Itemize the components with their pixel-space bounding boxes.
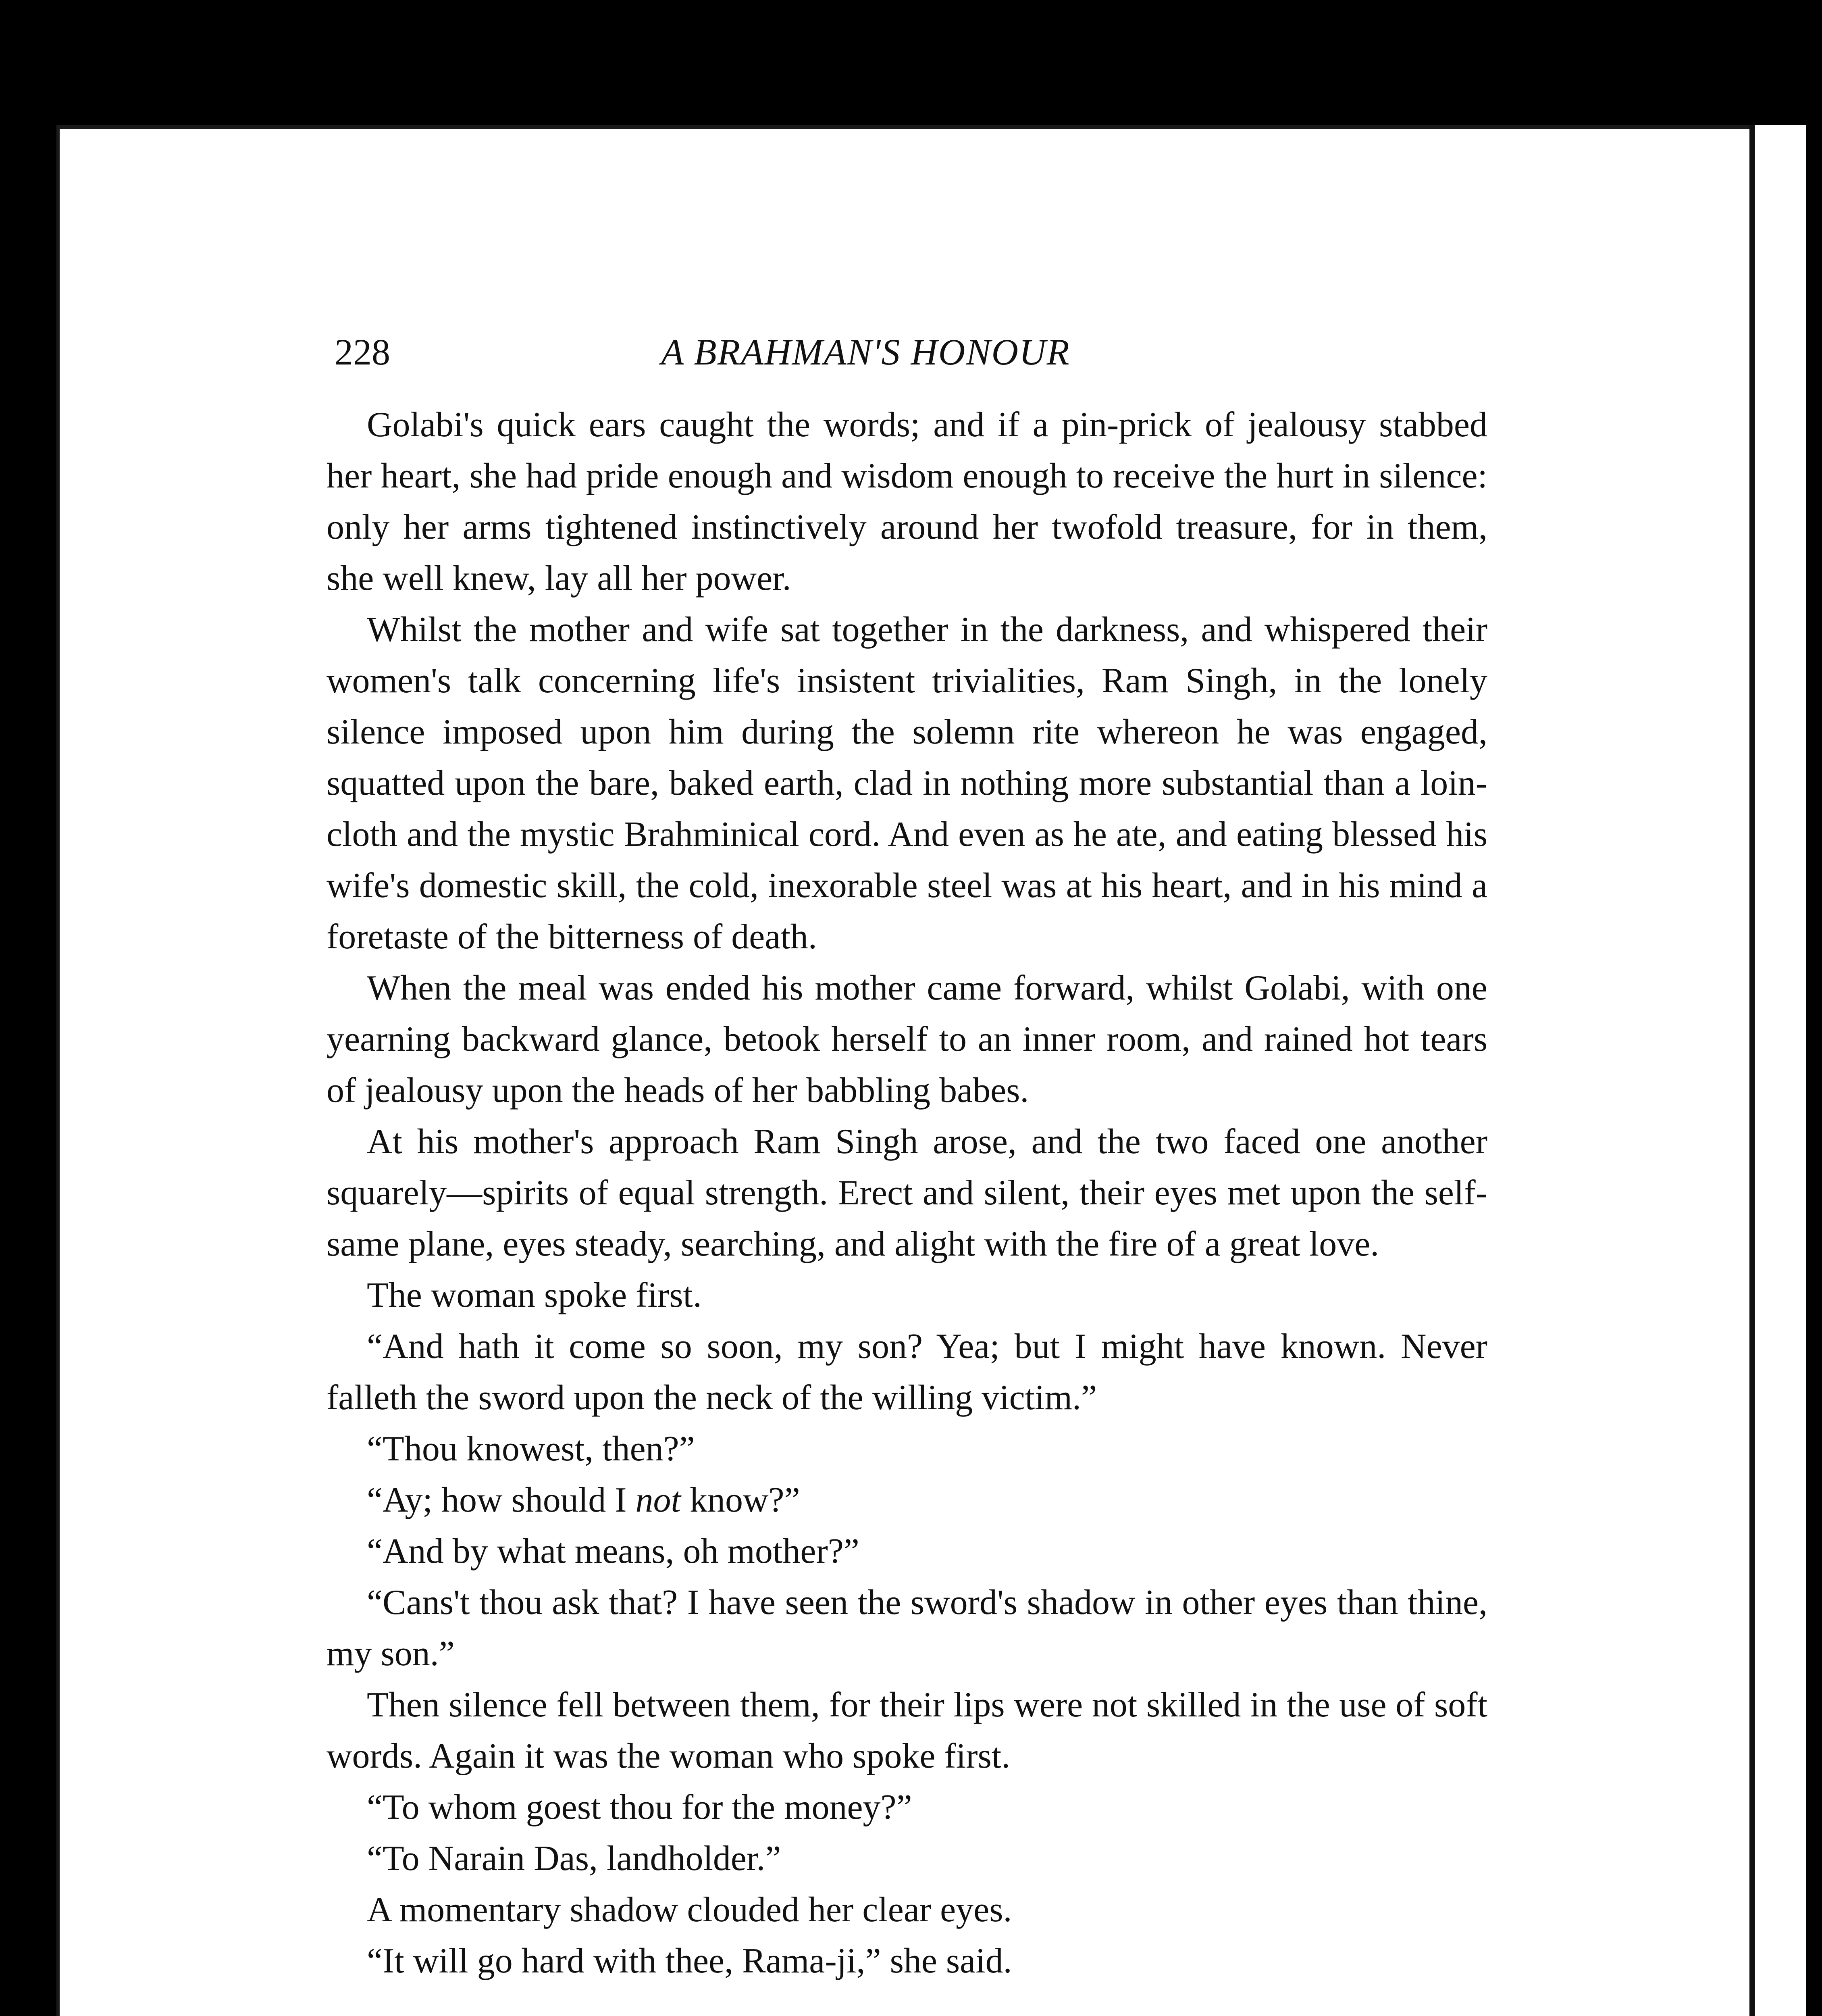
paragraph: “And by what means, oh mother?” [367, 1532, 859, 1571]
paragraph: “It will go hard with thee, Rama-ji,” she said. [367, 1941, 1012, 1981]
body-text [327, 399, 1487, 1987]
paragraph: A momentary shadow clouded her clear eyes. [367, 1890, 1012, 1929]
emphasized-word: not [635, 1481, 681, 1520]
paragraph: “To Narain Das, landholder.” [367, 1839, 781, 1878]
paragraph: At his mother's approach Ram Singh arose, and the two faced one another squarely—spirits of equal strength. Erect and silent, their eyes met upon the self-same plane, eyes steady, searching, and alight with the fire of a great love. [327, 1122, 1487, 1264]
page-header [335, 331, 1165, 375]
paragraph: “To whom goest thou for the money?” [367, 1788, 912, 1827]
paragraph: Whilst the mother and wife sat together in the darkness, and whispered their women's talk concerning life's insistent trivialities, Ram Singh, in the lonely silence imposed upon him during the solemn rite whereon he was engaged, squatted upon the bare, baked earth, clad in nothing more substantial than a loin-cloth and the mystic Brahminical cord. And even as he ate, and eating blessed his wife's domestic skill, the cold, inexorable steel was at his heart, and in his mind a foretaste of the bitterness of death. [327, 610, 1487, 956]
paragraph: When the meal was ended his mother came forward, whilst Golabi, with one yearning backward glance, betook herself to an inner room, and rained hot tears of jealousy upon the heads of her babbling babes. [327, 968, 1487, 1110]
running-title: A BRAHMAN'S HONOUR [661, 331, 1070, 373]
paragraph: Golabi's quick ears caught the words; and if a pin-prick of jealousy stabbed her heart, she had pride enough and wisdom enough to receive the hurt in silence: only her arms tightened instinctively around her twofold treasure, for in them, she well knew, lay all her power. [327, 405, 1487, 598]
page-number: 228 [335, 331, 390, 373]
dialogue-text: know?” [680, 1481, 800, 1520]
paragraph: “And hath it come so soon, my son? Yea; but I might have known. Never falleth the sword upon the neck of the willing victim.” [327, 1327, 1487, 1417]
paragraph-with-emphasis [327, 1475, 1487, 1526]
paragraph: “Thou knowest, then?” [367, 1429, 695, 1468]
dialogue-text: “Ay; how should I [367, 1481, 636, 1520]
paragraph: The woman spoke first. [367, 1276, 702, 1315]
paragraph: “Cans't thou ask that? I have seen the sword's shadow in other eyes than thine, my son.” [327, 1583, 1487, 1673]
facing-page-edge [1749, 125, 1806, 2016]
paragraph: Then silence fell between them, for their lips were not skilled in the use of soft words. Again it was the woman who spoke first. [327, 1685, 1487, 1776]
